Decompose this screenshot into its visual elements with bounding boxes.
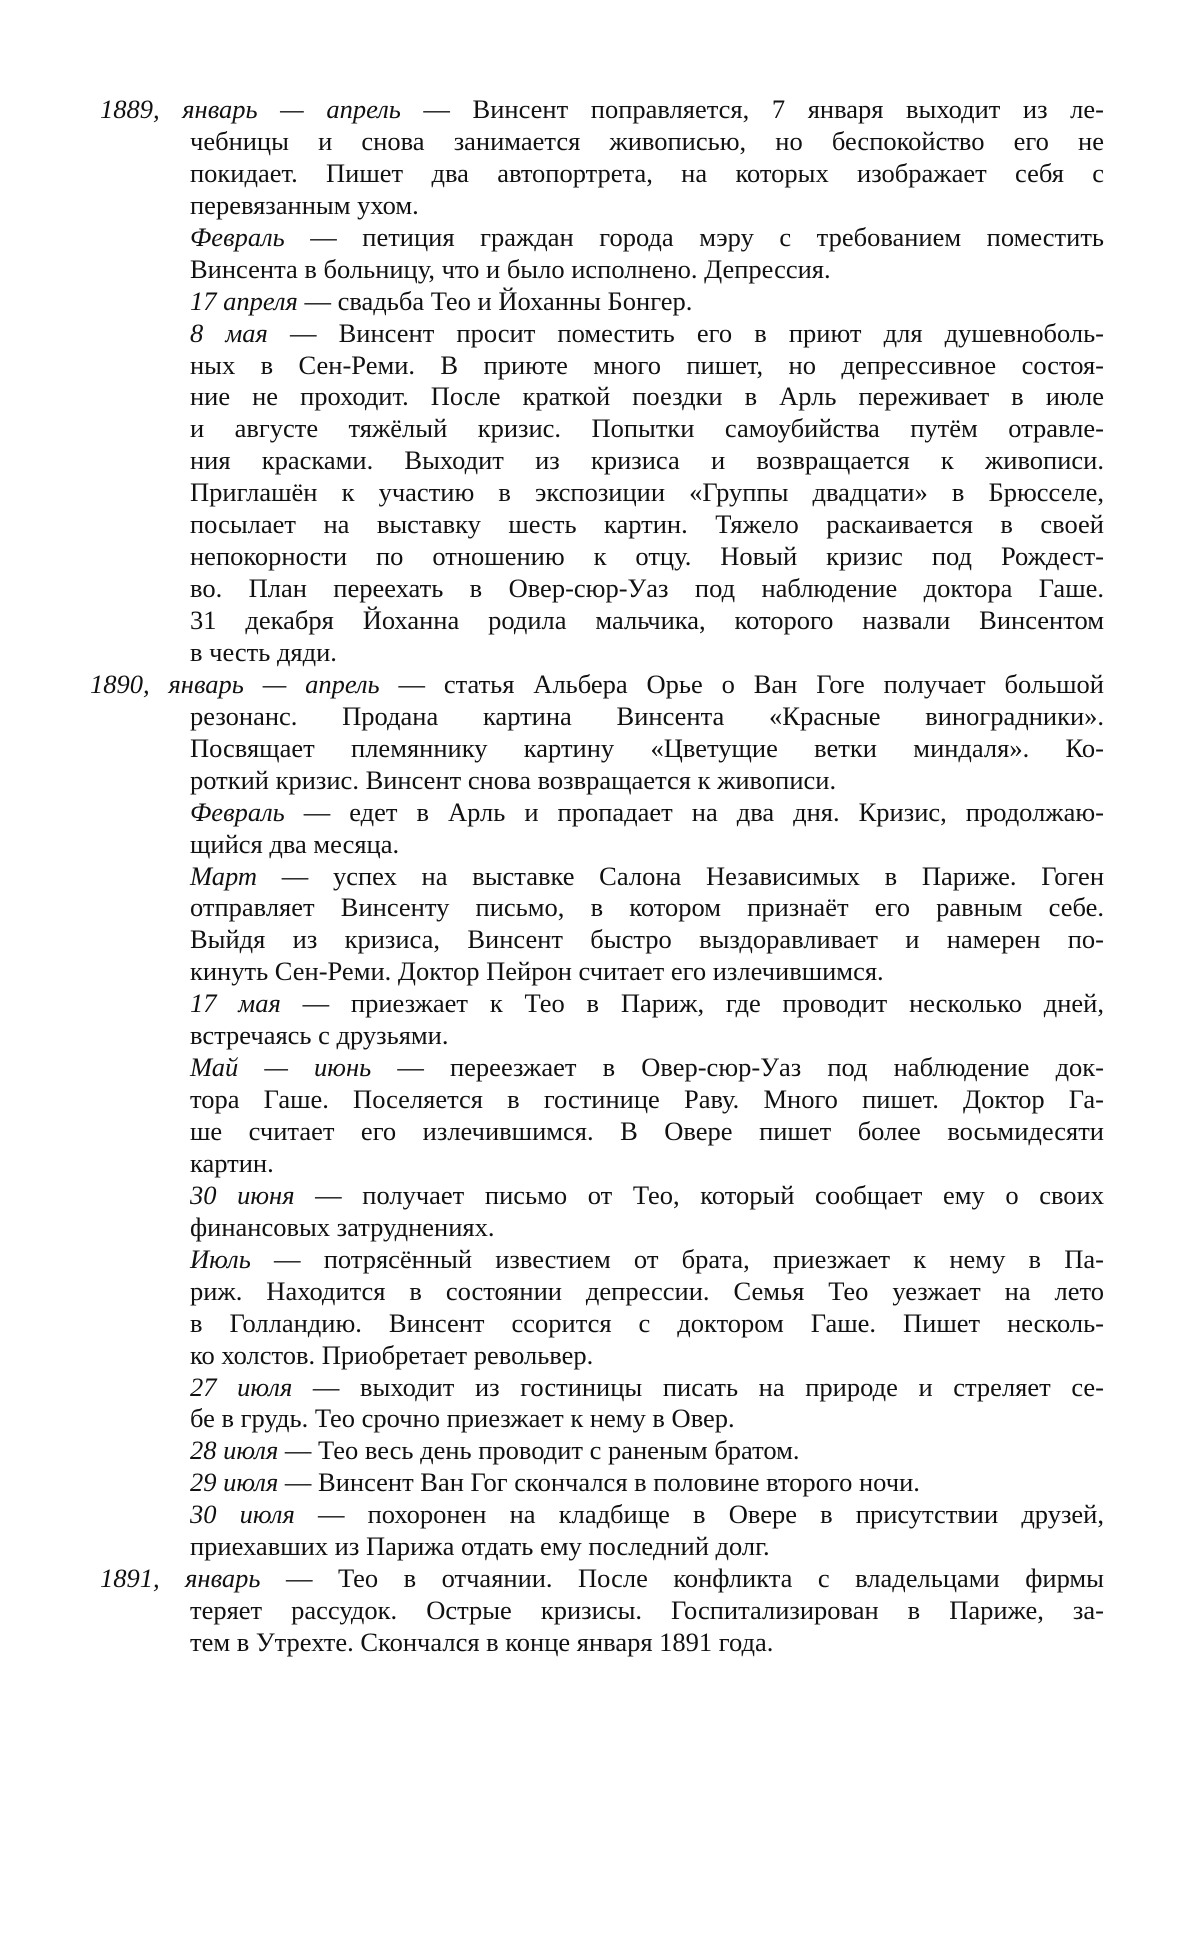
- text-line: [190, 1052, 1104, 1084]
- text-line: [190, 413, 1104, 445]
- line-text: покидает. Пишет два автопортрета, на которых изображает себя с: [190, 158, 1104, 188]
- date-label: 1889, январь — апрель: [100, 94, 401, 124]
- line-text: ния красками. Выходит из кризиса и возвращается к живописи.: [190, 445, 1104, 475]
- text-line: [190, 829, 1104, 861]
- line-text: посылает на выставку шесть картин. Тяжело раскаивается в своей: [190, 509, 1104, 539]
- date-label: 17 мая: [190, 988, 281, 1018]
- line-text: — приезжает к Тео в Париж, где проводит несколько дней,: [281, 988, 1104, 1018]
- text-line: [190, 445, 1104, 477]
- date-label: 27 июля: [190, 1372, 292, 1402]
- line-text: Приглашён к участию в экспозиции «Группы двадцати» в Брюсселе,: [190, 477, 1104, 507]
- line-text: — Винсент поправляется, 7 января выходит из ле-: [401, 94, 1104, 124]
- line-text: 31 декабря Йоханна родила мальчика, которого назвали Винсентом: [190, 605, 1104, 635]
- line-text: — едет в Арль и пропадает на два дня. Кризис, продолжаю-: [285, 797, 1104, 827]
- line-text: отправляет Винсенту письмо, в котором признаёт его равным себе.: [190, 892, 1104, 922]
- line-text: — Тео в отчаянии. После конфликта с владельцами фирмы: [260, 1563, 1104, 1593]
- text-line: [190, 158, 1104, 190]
- text-line: [190, 1595, 1104, 1627]
- text-line: [190, 765, 1104, 797]
- line-text: и августе тяжёлый кризис. Попытки самоубийства путём отравле-: [190, 413, 1104, 443]
- line-text: в честь дяди.: [190, 637, 337, 667]
- text-line: [190, 892, 1104, 924]
- date-label: Март: [190, 861, 257, 891]
- line-text: — переезжает в Овер-сюр-Уаз под наблюдение док-: [371, 1052, 1104, 1082]
- line-text: перевязанным ухом.: [190, 190, 419, 220]
- line-text: ние не проходит. После краткой поездки в Арль переживает в июле: [190, 381, 1104, 411]
- line-text: — получает письмо от Тео, который сообщает ему о своих: [295, 1180, 1104, 1210]
- text-line: [190, 254, 1104, 286]
- line-text: в Голландию. Винсент ссорится с доктором Гаше. Пишет несколь-: [190, 1308, 1104, 1338]
- text-line: [190, 350, 1104, 382]
- date-label: 28 июля: [190, 1435, 278, 1465]
- line-text: — свадьба Тео и Йоханны Бонгер.: [298, 286, 693, 316]
- line-text: резонанс. Продана картина Винсента «Красные виноградники».: [190, 701, 1104, 731]
- text-line: [190, 541, 1104, 573]
- line-text: Посвящает племяннику картину «Цветущие ветки миндаля». Ко-: [190, 733, 1104, 763]
- line-text: — Винсент Ван Гог скончался в половине второго ночи.: [278, 1467, 920, 1497]
- text-line: [190, 573, 1104, 605]
- line-text: риж. Находится в состоянии депрессии. Семья Тео уезжает на лето: [190, 1276, 1104, 1306]
- text-line: [190, 637, 1104, 669]
- line-text: щийся два месяца.: [190, 829, 399, 859]
- line-text: — петиция граждан города мэру с требованием поместить: [285, 222, 1104, 252]
- text-line: [190, 861, 1104, 893]
- text-line: [190, 381, 1104, 413]
- text-line: [100, 94, 1104, 126]
- text-line: [190, 1435, 1104, 1467]
- text-line: [190, 286, 1104, 318]
- text-line: [190, 988, 1104, 1020]
- text-line: [190, 1276, 1104, 1308]
- line-text: теряет рассудок. Острые кризисы. Госпитализирован в Париже, за-: [190, 1595, 1104, 1625]
- line-text: тем в Утрехте. Скончался в конце января 1891 года.: [190, 1627, 773, 1657]
- text-line: [190, 797, 1104, 829]
- text-line: [190, 701, 1104, 733]
- line-text: чебницы и снова занимается живописью, но беспокойство его не: [190, 126, 1104, 156]
- line-text: ше считает его излечившимся. В Овере пишет более восьмидесяти: [190, 1116, 1104, 1146]
- line-text: непокорности по отношению к отцу. Новый кризис под Рождест-: [190, 541, 1104, 571]
- line-text: — Тео весь день проводит с раненым братом.: [278, 1435, 799, 1465]
- date-label: Февраль: [190, 797, 285, 827]
- date-label: Февраль: [190, 222, 285, 252]
- text-line: [90, 669, 1104, 701]
- line-text: — успех на выставке Салона Независимых в Париже. Гоген: [257, 861, 1104, 891]
- text-line: [190, 956, 1104, 988]
- line-text: встречаясь с друзьями.: [190, 1020, 448, 1050]
- line-text: кинуть Сен-Реми. Доктор Пейрон считает его излечившимся.: [190, 956, 884, 986]
- text-line: [190, 477, 1104, 509]
- text-line: [190, 190, 1104, 222]
- date-label: Май — июнь: [190, 1052, 371, 1082]
- line-text: финансовых затруднениях.: [190, 1212, 494, 1242]
- date-label: 1891, январь: [100, 1563, 260, 1593]
- text-line: [190, 1244, 1104, 1276]
- text-line: [190, 1531, 1104, 1563]
- line-text: тора Гаше. Поселяется в гостинице Раву. Много пишет. Доктор Га-: [190, 1084, 1104, 1114]
- date-label: 17 апреля: [190, 286, 298, 316]
- text-line: [190, 222, 1104, 254]
- text-line: [190, 318, 1104, 350]
- text-line: [190, 1499, 1104, 1531]
- text-line: [100, 1563, 1104, 1595]
- date-label: 1890, январь — апрель: [90, 669, 380, 699]
- text-line: [190, 1020, 1104, 1052]
- line-text: — потрясённый известием от брата, приезжает к нему в Па-: [251, 1244, 1104, 1274]
- line-text: Винсента в больницу, что и было исполнено. Депрессия.: [190, 254, 831, 284]
- text-line: [190, 1116, 1104, 1148]
- line-text: роткий кризис. Винсент снова возвращается к живописи.: [190, 765, 836, 795]
- line-text: во. План переехать в Овер-сюр-Уаз под наблюдение доктора Гаше.: [190, 573, 1104, 603]
- text-line: [190, 1180, 1104, 1212]
- line-text: — выходит из гостиницы писать на природе и стреляет се-: [292, 1372, 1104, 1402]
- line-text: ных в Сен-Реми. В приюте много пишет, но депрессивное состоя-: [190, 350, 1104, 380]
- date-label: Июль: [190, 1244, 251, 1274]
- text-line: [190, 1308, 1104, 1340]
- line-text: — статья Альбера Орье о Ван Гоге получает большой: [380, 669, 1104, 699]
- text-line: [190, 1372, 1104, 1404]
- date-label: 29 июля: [190, 1467, 278, 1497]
- text-line: [190, 1627, 1104, 1659]
- text-line: [190, 733, 1104, 765]
- text-line: [190, 1212, 1104, 1244]
- date-label: 8 мая: [190, 318, 268, 348]
- line-text: Выйдя из кризиса, Винсент быстро выздоравливает и намерен по-: [190, 924, 1104, 954]
- text-line: [190, 1340, 1104, 1372]
- text-line: [190, 126, 1104, 158]
- text-line: [190, 1403, 1104, 1435]
- line-text: ко холстов. Приобретает револьвер.: [190, 1340, 593, 1370]
- line-text: картин.: [190, 1148, 274, 1178]
- line-text: — Винсент просит поместить его в приют для душевноболь-: [268, 318, 1104, 348]
- text-line: [190, 1084, 1104, 1116]
- text-line: [190, 509, 1104, 541]
- line-text: приехавших из Парижа отдать ему последний долг.: [190, 1531, 770, 1561]
- line-text: — похоронен на кладбище в Овере в присутствии друзей,: [295, 1499, 1104, 1529]
- line-text: бе в грудь. Тео срочно приезжает к нему в Овер.: [190, 1403, 735, 1433]
- date-label: 30 июля: [190, 1499, 295, 1529]
- chronology-text: [0, 94, 1200, 1659]
- text-line: [190, 924, 1104, 956]
- text-line: [190, 1467, 1104, 1499]
- text-line: [190, 1148, 1104, 1180]
- date-label: 30 июня: [190, 1180, 295, 1210]
- text-line: [190, 605, 1104, 637]
